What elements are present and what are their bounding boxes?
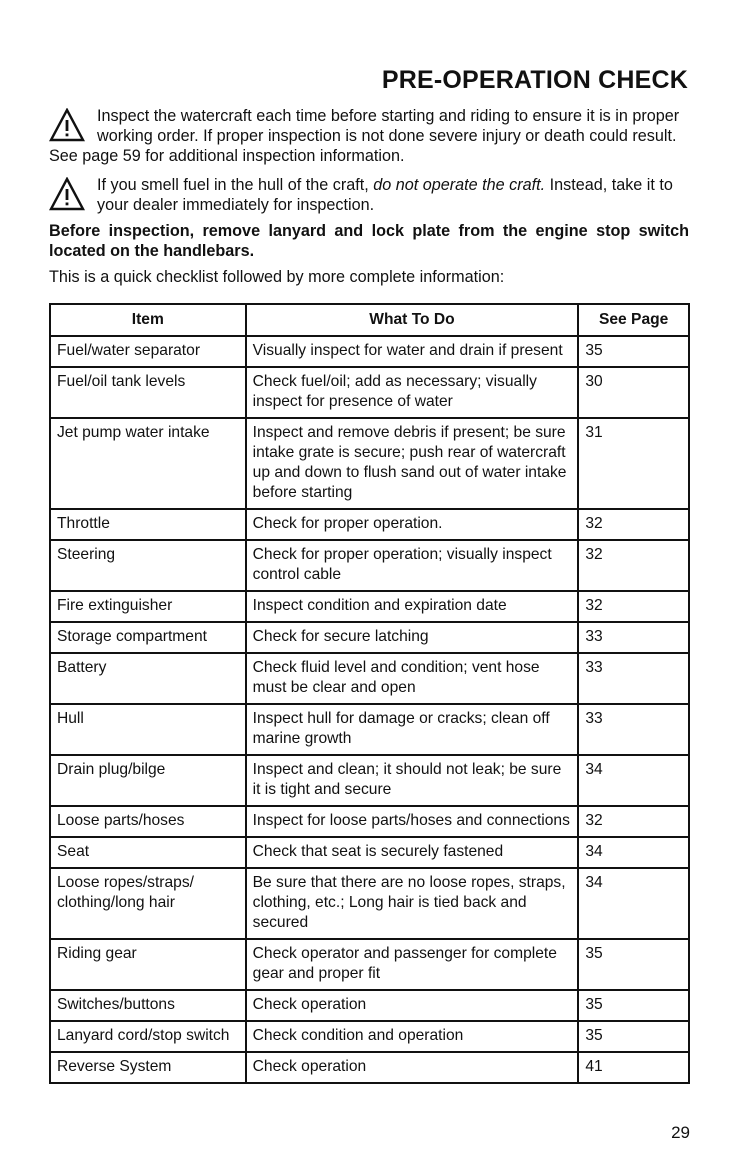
warning-text-inspection: Inspect the watercraft each time before starting and riding to ensure it is in proper working order. If proper inspection is not done severe injury or death could result. See page 59 for additional inspection information. [49,107,680,165]
cell-see-page: 35 [578,939,689,990]
cell-item: Lanyard cord/stop switch [50,1021,246,1052]
cell-what-to-do: Inspect condition and expiration date [246,591,579,622]
cell-item: Storage compartment [50,622,246,653]
table-row [50,653,689,704]
cell-item: Riding gear [50,939,246,990]
pre-operation-checklist-table [49,303,690,1084]
page-number: 29 [671,1123,690,1142]
cell-see-page: 35 [578,336,689,367]
checklist-body [50,336,689,1083]
cell-see-page: 33 [578,653,689,704]
cell-what-to-do: Be sure that there are no loose ropes, straps, clothing, etc.; Long hair is tied back and secured [246,868,579,939]
lanyard-notice: Before inspection, remove lanyard and lock plate from the engine stop switch located on the handlebars. [49,222,689,260]
table-row [50,1021,689,1052]
cell-what-to-do: Inspect hull for damage or cracks; clean off marine growth [246,704,579,755]
cell-see-page: 33 [578,622,689,653]
cell-what-to-do: Check fluid level and condition; vent hose must be clear and open [246,653,579,704]
table-row [50,990,689,1021]
warning-block-inspection [49,106,689,166]
cell-what-to-do: Check for secure latching [246,622,579,653]
cell-item: Switches/buttons [50,990,246,1021]
cell-what-to-do: Check fuel/oil; add as necessary; visually inspect for presence of water [246,367,579,418]
cell-see-page: 34 [578,755,689,806]
cell-see-page: 34 [578,868,689,939]
cell-see-page: 32 [578,806,689,837]
cell-see-page: 32 [578,509,689,540]
cell-item: Hull [50,704,246,755]
cell-what-to-do: Check operation [246,1052,579,1083]
cell-what-to-do: Check condition and operation [246,1021,579,1052]
cell-item: Fire extinguisher [50,591,246,622]
table-row [50,704,689,755]
cell-what-to-do: Inspect and clean; it should not leak; be sure it is tight and secure [246,755,579,806]
cell-see-page: 32 [578,591,689,622]
checklist-intro: This is a quick checklist followed by more complete information: [49,268,505,286]
cell-item: Jet pump water intake [50,418,246,509]
cell-item: Loose ropes/straps/ clothing/long hair [50,868,246,939]
cell-item: Seat [50,837,246,868]
cell-see-page: 30 [578,367,689,418]
table-row [50,509,689,540]
cell-item: Loose parts/hoses [50,806,246,837]
column-header-what-to-do: What To Do [246,304,579,336]
table-row [50,939,689,990]
cell-item: Steering [50,540,246,591]
cell-what-to-do: Visually inspect for water and drain if present [246,336,579,367]
page-title: PRE-OPERATION CHECK [381,66,688,94]
table-row [50,367,689,418]
cell-item: Drain plug/bilge [50,755,246,806]
column-header-see-page: See Page [578,304,689,336]
table-row [50,540,689,591]
table-row [50,336,689,367]
warning-block-fuel [49,175,689,215]
warning-text-fuel-emphasis: do not operate the craft. [373,176,546,194]
cell-item: Throttle [50,509,246,540]
cell-what-to-do: Check for proper operation. [246,509,579,540]
table-row [50,837,689,868]
table-row [50,868,689,939]
cell-what-to-do: Check operation [246,990,579,1021]
cell-see-page: 35 [578,990,689,1021]
cell-item: Fuel/oil tank levels [50,367,246,418]
cell-item: Reverse System [50,1052,246,1083]
warning-text-fuel-end: Instead, take it to your dealer immediately for inspection. [97,176,673,214]
cell-what-to-do: Inspect and remove debris if present; be sure intake grate is secure; push rear of watercraft up and down to flush sand out of water intake before starting [246,418,579,509]
cell-item: Battery [50,653,246,704]
table-row [50,591,689,622]
warning-triangle-icon [49,108,85,142]
cell-what-to-do: Check that seat is securely fastened [246,837,579,868]
table-row [50,622,689,653]
cell-see-page: 41 [578,1052,689,1083]
cell-see-page: 32 [578,540,689,591]
table-row [50,806,689,837]
warning-text-fuel-start: If you smell fuel in the hull of the craft, [97,176,374,194]
table-header-row [50,304,689,336]
cell-what-to-do: Check for proper operation; visually inspect control cable [246,540,579,591]
table-row [50,1052,689,1083]
cell-see-page: 33 [578,704,689,755]
cell-what-to-do: Inspect for loose parts/hoses and connections [246,806,579,837]
table-row [50,418,689,509]
table-row [50,755,689,806]
warning-triangle-icon [49,177,85,211]
cell-see-page: 35 [578,1021,689,1052]
cell-see-page: 31 [578,418,689,509]
column-header-item: Item [50,304,246,336]
cell-see-page: 34 [578,837,689,868]
cell-what-to-do: Check operator and passenger for complete gear and proper fit [246,939,579,990]
cell-item: Fuel/water separator [50,336,246,367]
